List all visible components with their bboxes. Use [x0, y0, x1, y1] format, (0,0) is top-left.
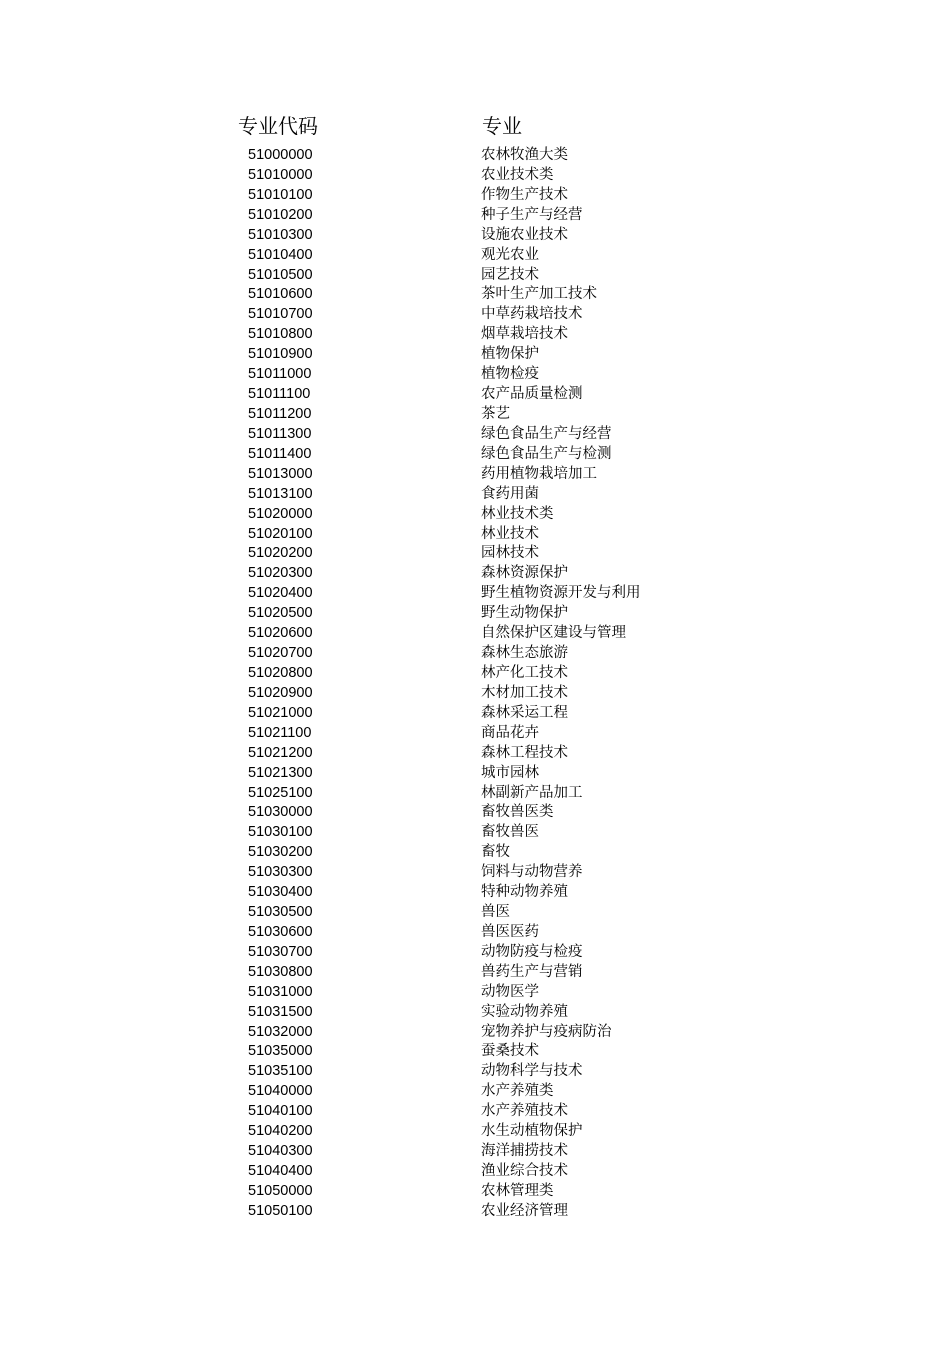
- major-code: 51050000: [248, 1182, 313, 1199]
- major-code: 51040000: [248, 1083, 313, 1100]
- major-name: 森林采运工程: [481, 704, 568, 721]
- major-code: 51031000: [248, 983, 313, 1000]
- major-name: 畜牧: [481, 844, 510, 861]
- major-name: 农林牧渔大类: [481, 147, 568, 163]
- table-row: [0, 485, 950, 505]
- major-code: 51020500: [248, 605, 313, 622]
- major-code: 51025100: [248, 784, 313, 801]
- major-name: 渔业综合技术: [481, 1163, 568, 1180]
- major-name: 动物科学与技术: [481, 1063, 583, 1080]
- major-name: 药用植物栽培加工: [481, 465, 597, 482]
- major-name: 中草药栽培技术: [481, 306, 583, 323]
- major-code: 51010200: [248, 206, 313, 223]
- table-row: [0, 903, 950, 923]
- major-name: 林副新产品加工: [481, 784, 583, 801]
- major-name: 园艺技术: [481, 266, 539, 283]
- table-row: [0, 1162, 950, 1182]
- table-row: [0, 664, 950, 684]
- major-code: 51030200: [248, 844, 313, 861]
- major-list: [0, 146, 950, 1222]
- table-row: [0, 943, 950, 963]
- major-code: 51011400: [248, 445, 312, 462]
- major-name: 植物保护: [481, 346, 539, 363]
- major-name: 自然保护区建设与管理: [481, 625, 626, 642]
- major-code: 51000000: [248, 147, 313, 163]
- major-code: 51030300: [248, 864, 313, 881]
- major-code: 51020200: [248, 545, 313, 562]
- major-name: 农业经济管理: [481, 1202, 568, 1219]
- table-row: [0, 843, 950, 863]
- major-name: 实验动物养殖: [481, 1003, 568, 1020]
- table-row: [0, 1042, 950, 1062]
- major-name: 农林管理类: [481, 1182, 554, 1199]
- table-row: [0, 206, 950, 226]
- major-code: 51011300: [248, 425, 312, 442]
- table-row: [0, 305, 950, 325]
- major-name: 兽医: [481, 904, 510, 921]
- major-name: 畜牧兽医: [481, 824, 539, 841]
- major-name: 动物防疫与检疫: [481, 943, 583, 960]
- table-row: [0, 325, 950, 345]
- table-row: [0, 624, 950, 644]
- major-name: 饲料与动物营养: [481, 864, 583, 881]
- major-code: 51030100: [248, 824, 313, 841]
- table-row: [0, 1182, 950, 1202]
- table-row: [0, 505, 950, 525]
- major-name: 种子生产与经营: [481, 206, 583, 223]
- major-code: 51010900: [248, 346, 313, 363]
- major-code: 51010700: [248, 306, 313, 323]
- major-name: 野生植物资源开发与利用: [481, 585, 641, 602]
- major-name: 城市园林: [481, 764, 539, 781]
- column-header-code: 专业代码: [238, 114, 318, 138]
- major-code: 51020700: [248, 645, 313, 662]
- major-code: 51020000: [248, 505, 313, 522]
- table-row: [0, 445, 950, 465]
- major-code: 51020800: [248, 664, 313, 681]
- major-name: 茶艺: [481, 405, 510, 422]
- major-name: 森林生态旅游: [481, 645, 568, 662]
- table-row: [0, 1102, 950, 1122]
- major-name: 林产化工技术: [481, 664, 568, 681]
- major-code: 51020300: [248, 565, 313, 582]
- major-name: 海洋捕捞技术: [481, 1143, 568, 1160]
- major-name: 观光农业: [481, 246, 539, 263]
- table-row: [0, 803, 950, 823]
- table-row: [0, 823, 950, 843]
- major-name: 野生动物保护: [481, 605, 568, 622]
- major-code: 51031500: [248, 1003, 313, 1020]
- table-row: [0, 385, 950, 405]
- major-code: 51010100: [248, 186, 313, 203]
- table-row: [0, 923, 950, 943]
- major-code: 51020900: [248, 684, 313, 701]
- major-code: 51011200: [248, 405, 312, 422]
- major-code: 51030600: [248, 923, 313, 940]
- table-row: [0, 1082, 950, 1102]
- major-name: 动物医学: [481, 983, 539, 1000]
- table-row: [0, 684, 950, 704]
- major-name: 商品花卉: [481, 724, 539, 741]
- major-name: 林业技术类: [481, 505, 554, 522]
- major-code: 51050100: [248, 1202, 313, 1219]
- major-code: 51040100: [248, 1103, 313, 1120]
- table-row: [0, 425, 950, 445]
- major-name: 食药用菌: [481, 485, 539, 502]
- major-code: 51010300: [248, 226, 313, 243]
- major-name: 林业技术: [481, 525, 539, 542]
- table-row: [0, 246, 950, 266]
- major-code: 51021100: [248, 724, 312, 741]
- major-code: 51010400: [248, 246, 313, 263]
- major-name: 水产养殖类: [481, 1083, 554, 1100]
- major-name: 园林技术: [481, 545, 539, 562]
- major-code: 51030800: [248, 963, 313, 980]
- major-code: 51020100: [248, 525, 313, 542]
- major-code: 51030400: [248, 884, 313, 901]
- table-row: [0, 764, 950, 784]
- major-code: 51011100: [248, 386, 311, 403]
- major-name: 兽药生产与营销: [481, 963, 583, 980]
- major-code: 51030500: [248, 904, 313, 921]
- major-name: 农产品质量检测: [481, 386, 583, 403]
- major-name: 农业技术类: [481, 166, 554, 183]
- major-name: 茶叶生产加工技术: [481, 286, 597, 303]
- major-code: 51011000: [248, 366, 312, 383]
- major-name: 木材加工技术: [481, 684, 568, 701]
- major-code: 51021000: [248, 704, 313, 721]
- major-code: 51035100: [248, 1063, 313, 1080]
- table-row: [0, 226, 950, 246]
- major-name: 烟草栽培技术: [481, 326, 568, 343]
- major-name: 作物生产技术: [481, 186, 568, 203]
- major-name: 宠物养护与疫病防治: [481, 1023, 612, 1040]
- major-name: 绿色食品生产与经营: [481, 425, 612, 442]
- major-code: 51010800: [248, 326, 313, 343]
- major-code: 51021200: [248, 744, 313, 761]
- table-row: [0, 784, 950, 804]
- table-row: [0, 1023, 950, 1043]
- major-code: 51040400: [248, 1163, 313, 1180]
- major-name: 畜牧兽医类: [481, 804, 554, 821]
- table-row: [0, 1202, 950, 1222]
- table-row: [0, 584, 950, 604]
- major-code: 51013000: [248, 465, 313, 482]
- table-row: [0, 266, 950, 286]
- major-code: 51040300: [248, 1143, 313, 1160]
- table-row: [0, 186, 950, 206]
- major-code: 51040200: [248, 1123, 313, 1140]
- major-code: 51032000: [248, 1023, 313, 1040]
- table-row: [0, 1122, 950, 1142]
- table-row: [0, 963, 950, 983]
- major-name: 绿色食品生产与检测: [481, 445, 612, 462]
- table-row: [0, 345, 950, 365]
- table-row: [0, 564, 950, 584]
- major-code: 51021300: [248, 764, 313, 781]
- table-row: [0, 724, 950, 744]
- major-name: 特种动物养殖: [481, 884, 568, 901]
- major-code: 51020600: [248, 625, 313, 642]
- table-row: [0, 983, 950, 1003]
- table-row: [0, 883, 950, 903]
- table-row: [0, 166, 950, 186]
- major-name: 蚕桑技术: [481, 1043, 539, 1060]
- table-row: [0, 544, 950, 564]
- major-code: 51010000: [248, 166, 313, 183]
- major-code: 51020400: [248, 585, 313, 602]
- major-code: 51010500: [248, 266, 313, 283]
- table-row: [0, 1062, 950, 1082]
- table-row: [0, 1003, 950, 1023]
- major-code: 51035000: [248, 1043, 313, 1060]
- major-name: 植物检疫: [481, 366, 539, 383]
- table-row: [0, 365, 950, 385]
- table-row: [0, 405, 950, 425]
- table-row: [0, 744, 950, 764]
- table-row: [0, 644, 950, 664]
- major-code: 51010600: [248, 286, 313, 303]
- table-row: [0, 525, 950, 545]
- table-row: [0, 1142, 950, 1162]
- major-name: 森林工程技术: [481, 744, 568, 761]
- column-header-major: 专业: [482, 114, 522, 138]
- table-row: [0, 146, 950, 166]
- table-row: [0, 704, 950, 724]
- table-row: [0, 863, 950, 883]
- table-row: [0, 285, 950, 305]
- major-name: 设施农业技术: [481, 226, 568, 243]
- major-code: 51013100: [248, 485, 313, 502]
- table-row: [0, 604, 950, 624]
- major-name: 森林资源保护: [481, 565, 568, 582]
- major-name: 水产养殖技术: [481, 1103, 568, 1120]
- major-name: 水生动植物保护: [481, 1123, 583, 1140]
- major-code: 51030000: [248, 804, 313, 821]
- major-code: 51030700: [248, 943, 313, 960]
- major-name: 兽医医药: [481, 923, 539, 940]
- table-row: [0, 465, 950, 485]
